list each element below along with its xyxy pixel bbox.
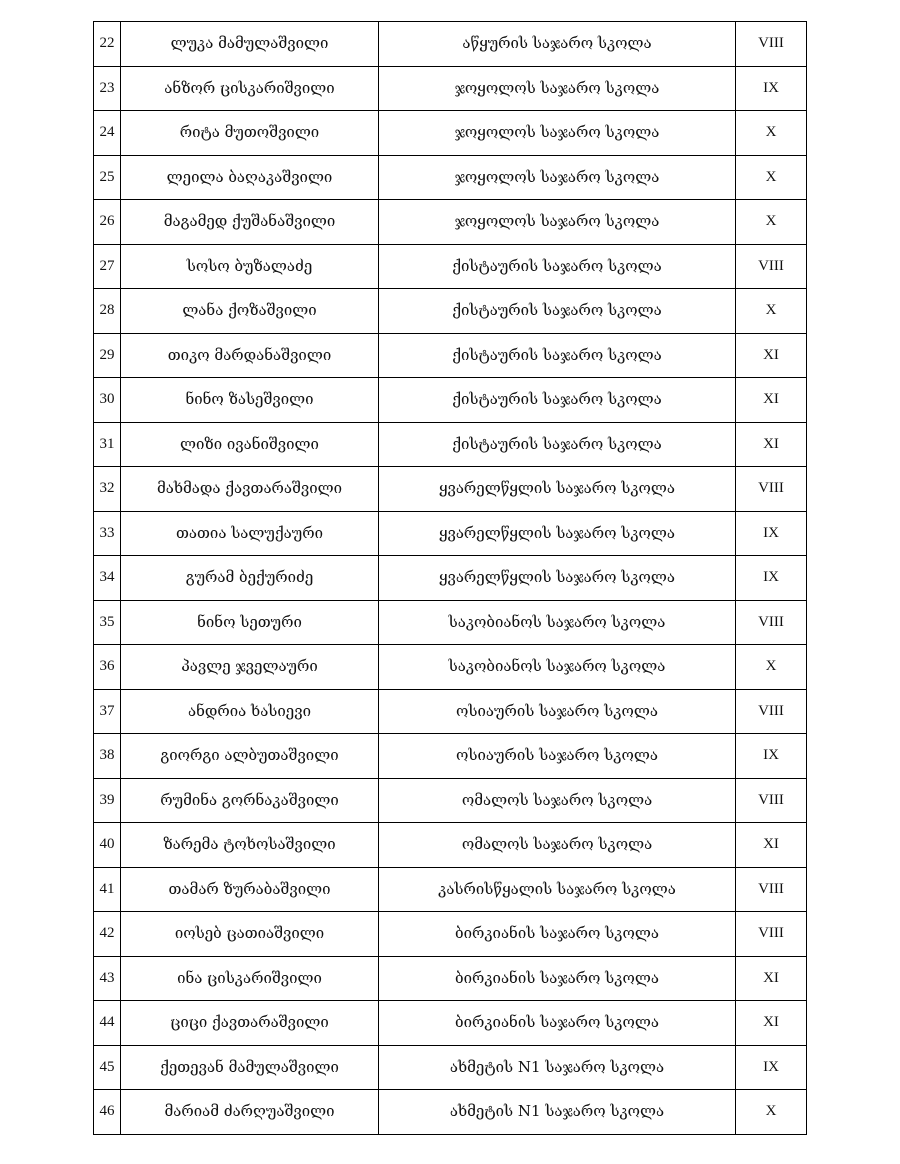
grade-class: X xyxy=(736,645,807,690)
table-row xyxy=(94,289,807,334)
row-number: 45 xyxy=(94,1045,121,1090)
table-row xyxy=(94,378,807,423)
student-name: ქეთევან მამულაშვილი xyxy=(121,1045,379,1090)
participants-table-body xyxy=(94,22,807,1135)
table-row xyxy=(94,645,807,690)
row-number: 32 xyxy=(94,467,121,512)
table-row xyxy=(94,556,807,601)
student-name: პავლე ჯველაური xyxy=(121,645,379,690)
grade-class: X xyxy=(736,1090,807,1135)
student-name: გურამ ბექურიძე xyxy=(121,556,379,601)
grade-class: XI xyxy=(736,823,807,868)
row-number: 35 xyxy=(94,600,121,645)
school-name: საკობიანოს საჯარო სკოლა xyxy=(379,600,736,645)
row-number: 34 xyxy=(94,556,121,601)
grade-class: XI xyxy=(736,956,807,1001)
student-name: ანდრია ხასიევი xyxy=(121,689,379,734)
grade-class: VIII xyxy=(736,912,807,957)
table-row xyxy=(94,867,807,912)
school-name: ოსიაურის საჯარო სკოლა xyxy=(379,734,736,779)
row-number: 46 xyxy=(94,1090,121,1135)
student-name: მარიამ ძარღუაშვილი xyxy=(121,1090,379,1135)
school-name: ჯოყოლოს საჯარო სკოლა xyxy=(379,200,736,245)
grade-class: X xyxy=(736,155,807,200)
grade-class: XI xyxy=(736,378,807,423)
grade-class: XI xyxy=(736,422,807,467)
row-number: 27 xyxy=(94,244,121,289)
table-row xyxy=(94,1045,807,1090)
row-number: 42 xyxy=(94,912,121,957)
grade-class: VIII xyxy=(736,600,807,645)
student-name: ანზორ ცისკარიშვილი xyxy=(121,66,379,111)
student-name: ნინო ზასეშვილი xyxy=(121,378,379,423)
row-number: 41 xyxy=(94,867,121,912)
grade-class: XI xyxy=(736,333,807,378)
student-name: რიტა მუთოშვილი xyxy=(121,111,379,156)
school-name: ჯოყოლოს საჯარო სკოლა xyxy=(379,66,736,111)
row-number: 40 xyxy=(94,823,121,868)
student-name: ზარემა ტოხოსაშვილი xyxy=(121,823,379,868)
grade-class: VIII xyxy=(736,867,807,912)
student-name: მაგამედ ქუშანაშვილი xyxy=(121,200,379,245)
row-number: 25 xyxy=(94,155,121,200)
row-number: 24 xyxy=(94,111,121,156)
school-name: ჯოყოლოს საჯარო სკოლა xyxy=(379,111,736,156)
row-number: 39 xyxy=(94,778,121,823)
school-name: ქისტაურის საჯარო სკოლა xyxy=(379,333,736,378)
student-name: გიორგი ალბუთაშვილი xyxy=(121,734,379,779)
row-number: 26 xyxy=(94,200,121,245)
table-row xyxy=(94,734,807,779)
student-name: ციცი ქავთარაშვილი xyxy=(121,1001,379,1046)
table-row xyxy=(94,1090,807,1135)
table-row xyxy=(94,1001,807,1046)
student-name: ნინო სეთური xyxy=(121,600,379,645)
table-row xyxy=(94,200,807,245)
school-name: აწყურის საჯარო სკოლა xyxy=(379,22,736,67)
school-name: ყვარელწყლის საჯარო სკოლა xyxy=(379,556,736,601)
row-number: 30 xyxy=(94,378,121,423)
table-row xyxy=(94,823,807,868)
school-name: საკობიანოს საჯარო სკოლა xyxy=(379,645,736,690)
table-row xyxy=(94,66,807,111)
student-name: ლეილა ბაღაკაშვილი xyxy=(121,155,379,200)
table-row xyxy=(94,956,807,1001)
school-name: ახმეტის N1 საჯარო სკოლა xyxy=(379,1045,736,1090)
school-name: კასრისწყალის საჯარო სკოლა xyxy=(379,867,736,912)
school-name: ჯოყოლოს საჯარო სკოლა xyxy=(379,155,736,200)
table-row xyxy=(94,778,807,823)
grade-class: IX xyxy=(736,734,807,779)
school-name: ყვარელწყლის საჯარო სკოლა xyxy=(379,467,736,512)
row-number: 29 xyxy=(94,333,121,378)
student-name: ლუკა მამულაშვილი xyxy=(121,22,379,67)
table-row xyxy=(94,155,807,200)
school-name: ქისტაურის საჯარო სკოლა xyxy=(379,289,736,334)
school-name: ყვარელწყლის საჯარო სკოლა xyxy=(379,511,736,556)
grade-class: IX xyxy=(736,511,807,556)
grade-class: IX xyxy=(736,66,807,111)
student-name: ლიზი ივანიშვილი xyxy=(121,422,379,467)
table-row xyxy=(94,600,807,645)
school-name: ბირკიანის საჯარო სკოლა xyxy=(379,956,736,1001)
school-name: ომალოს საჯარო სკოლა xyxy=(379,823,736,868)
grade-class: X xyxy=(736,111,807,156)
grade-class: IX xyxy=(736,556,807,601)
school-name: ქისტაურის საჯარო სკოლა xyxy=(379,378,736,423)
student-name: სოსო ბუზალაძე xyxy=(121,244,379,289)
school-name: ბირკიანის საჯარო სკოლა xyxy=(379,912,736,957)
table-row xyxy=(94,689,807,734)
table-row xyxy=(94,467,807,512)
school-name: ქისტაურის საჯარო სკოლა xyxy=(379,244,736,289)
row-number: 22 xyxy=(94,22,121,67)
grade-class: VIII xyxy=(736,689,807,734)
row-number: 44 xyxy=(94,1001,121,1046)
grade-class: VIII xyxy=(736,22,807,67)
grade-class: VIII xyxy=(736,778,807,823)
table-row xyxy=(94,511,807,556)
row-number: 36 xyxy=(94,645,121,690)
row-number: 31 xyxy=(94,422,121,467)
row-number: 23 xyxy=(94,66,121,111)
school-name: ომალოს საჯარო სკოლა xyxy=(379,778,736,823)
student-name: ინა ცისკარიშვილი xyxy=(121,956,379,1001)
table-row xyxy=(94,912,807,957)
school-name: ბირკიანის საჯარო სკოლა xyxy=(379,1001,736,1046)
grade-class: IX xyxy=(736,1045,807,1090)
row-number: 28 xyxy=(94,289,121,334)
table-row xyxy=(94,22,807,67)
student-name: თიკო მარდანაშვილი xyxy=(121,333,379,378)
school-name: ოსიაურის საჯარო სკოლა xyxy=(379,689,736,734)
table-row xyxy=(94,244,807,289)
grade-class: X xyxy=(736,289,807,334)
grade-class: VIII xyxy=(736,467,807,512)
student-name: რუმინა გორნაკაშვილი xyxy=(121,778,379,823)
student-name: იოსებ ცათიაშვილი xyxy=(121,912,379,957)
row-number: 43 xyxy=(94,956,121,1001)
school-name: ქისტაურის საჯარო სკოლა xyxy=(379,422,736,467)
row-number: 33 xyxy=(94,511,121,556)
grade-class: VIII xyxy=(736,244,807,289)
row-number: 38 xyxy=(94,734,121,779)
row-number: 37 xyxy=(94,689,121,734)
table-row xyxy=(94,111,807,156)
grade-class: XI xyxy=(736,1001,807,1046)
student-name: თამარ ზურაბაშვილი xyxy=(121,867,379,912)
student-name: თათია სალუქაური xyxy=(121,511,379,556)
participants-table xyxy=(93,21,807,1135)
school-name: ახმეტის N1 საჯარო სკოლა xyxy=(379,1090,736,1135)
student-name: ლანა ქოზაშვილი xyxy=(121,289,379,334)
grade-class: X xyxy=(736,200,807,245)
table-row xyxy=(94,422,807,467)
student-name: მახმადა ქავთარაშვილი xyxy=(121,467,379,512)
table-row xyxy=(94,333,807,378)
